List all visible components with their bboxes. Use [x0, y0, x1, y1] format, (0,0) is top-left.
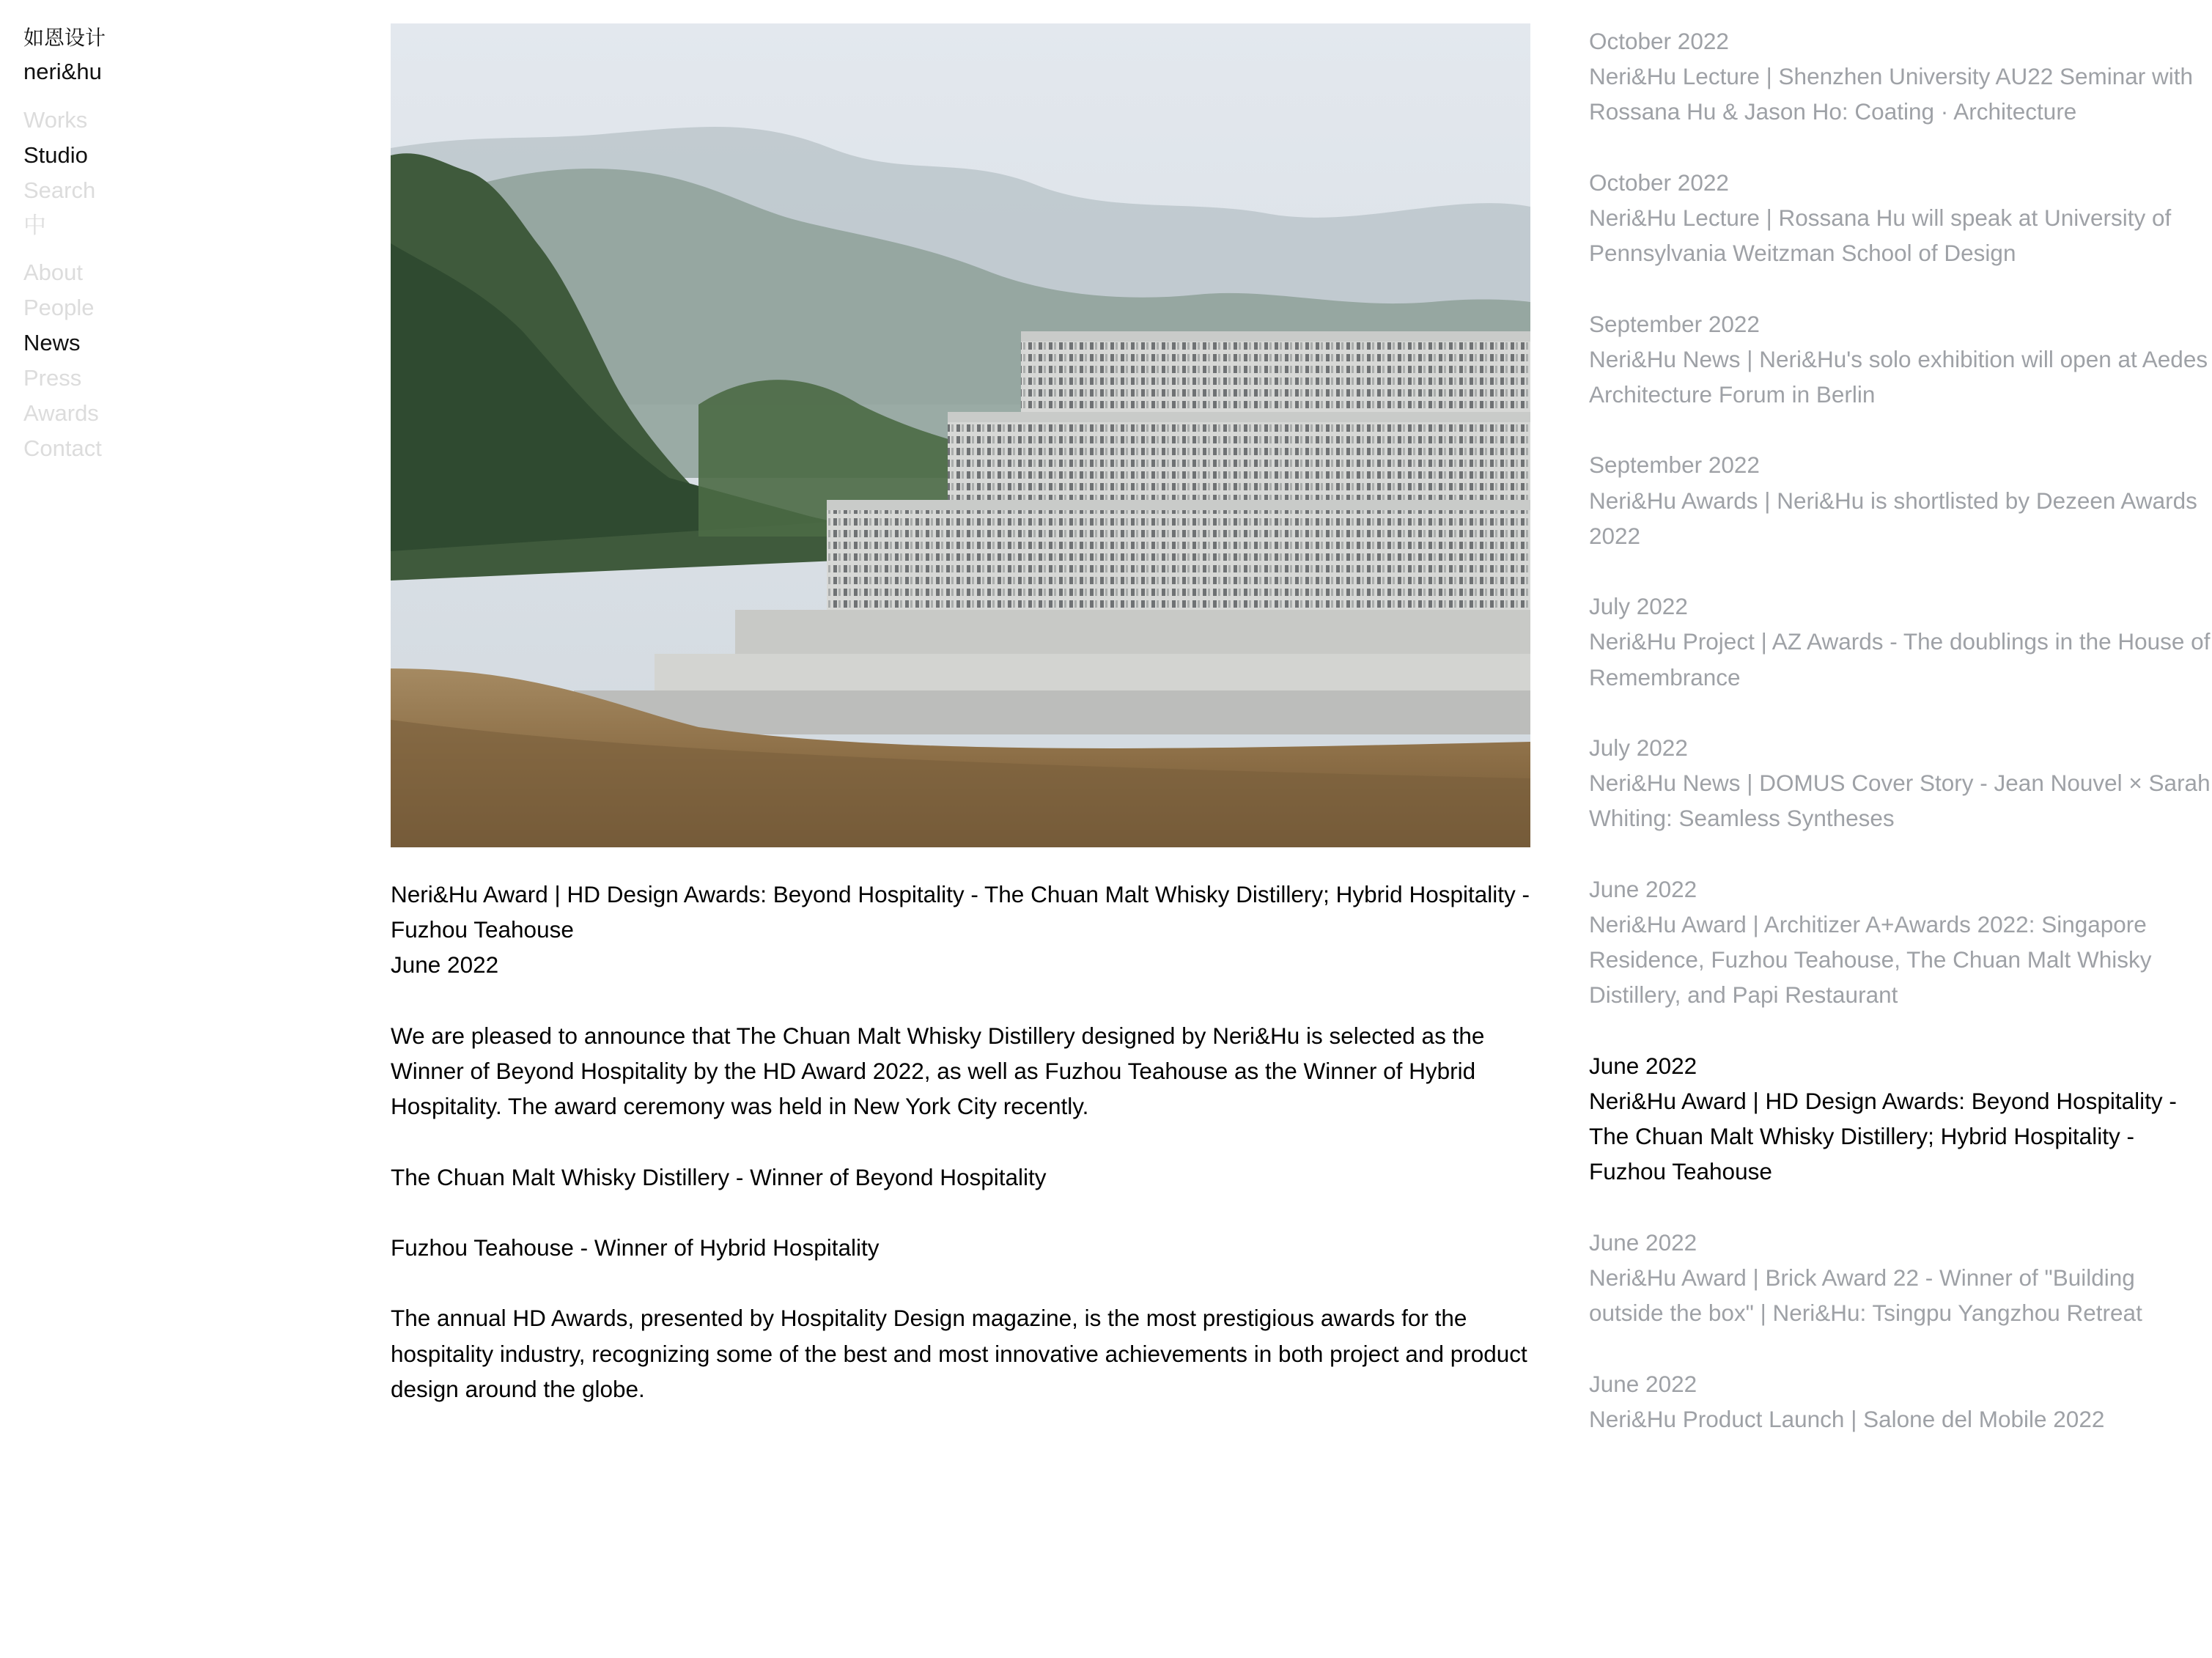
news-list	[1589, 23, 2212, 1472]
news-list-item[interactable]	[1589, 23, 2212, 130]
subnav-about-link[interactable]: About	[23, 259, 84, 285]
news-item-date: September 2022	[1589, 310, 1760, 337]
news-item-date: July 2022	[1589, 734, 1688, 761]
news-article	[391, 877, 1534, 1442]
subnav-press-link[interactable]: Press	[23, 365, 82, 391]
news-list-item[interactable]	[1589, 447, 2212, 553]
teahouse-landscape-photo	[391, 23, 1530, 847]
subnav-people-link[interactable]: People	[23, 295, 95, 320]
article-headline: Neri&Hu Award | HD Design Awards: Beyond Hospitality - The Chuan Malt Whisky Distillery; Hybrid Hospitality - Fuzhou Teahouse	[391, 881, 1530, 943]
news-item-title: Neri&Hu Lecture | Rossana Hu will speak at University of Pennsylvania Weitzman School of Design	[1589, 205, 2172, 267]
news-item-date: October 2022	[1589, 169, 1729, 196]
subnav-contact-link[interactable]: Contact	[23, 435, 102, 461]
primary-nav	[23, 103, 170, 466]
news-item-date: June 2022	[1589, 875, 1697, 902]
subnav-news-link[interactable]: News	[23, 330, 81, 355]
article-date: June 2022	[391, 951, 499, 979]
news-item-title: Neri&Hu News | DOMUS Cover Story - Jean Nouvel × Sarah Whiting: Seamless Syntheses	[1589, 770, 2211, 832]
news-item-date: July 2022	[1589, 593, 1688, 620]
news-list-item[interactable]	[1589, 730, 2212, 836]
article-paragraph: The annual HD Awards, presented by Hospitality Design magazine, is the most prestigious awards for the hospitality industry, recognizing some of the best and most innovative achievements in both project and product design around the globe.	[391, 1305, 1527, 1402]
hero-image	[391, 23, 1530, 847]
news-item-title: Neri&Hu Awards | Neri&Hu is shortlisted by Dezeen Awards 2022	[1589, 487, 2197, 549]
news-item-date: June 2022	[1589, 1228, 1697, 1256]
news-item-title: Neri&Hu Award | HD Design Awards: Beyond Hospitality - The Chuan Malt Whisky Distillery; Hybrid Hospitality - Fuzhou Teahouse	[1589, 1087, 2177, 1185]
article-paragraph: The Chuan Malt Whisky Distillery - Winner of Beyond Hospitality	[391, 1163, 1047, 1190]
nav-works-link[interactable]: Works	[23, 107, 88, 133]
news-item-title: Neri&Hu Project | AZ Awards - The doublings in the House of Remembrance	[1589, 628, 2211, 690]
news-item-date: September 2022	[1589, 452, 1760, 479]
news-list-item[interactable]	[1589, 1366, 2212, 1437]
studio-subnav	[23, 255, 170, 466]
news-list-item-current[interactable]	[1589, 1048, 2212, 1190]
nav-studio-link[interactable]: Studio	[23, 142, 88, 168]
news-item-title: Neri&Hu News | Neri&Hu's solo exhibition will open at Aedes Architecture Forum in Berlin	[1589, 345, 2208, 408]
news-item-title: Neri&Hu Product Launch | Salone del Mobile 2022	[1589, 1405, 2105, 1432]
news-item-title: Neri&Hu Award | Architizer A+Awards 2022: Singapore Residence, Fuzhou Teahouse, The Chuan Malt Whisky Distillery, and Papi Restaurant	[1589, 910, 2152, 1009]
news-item-date: June 2022	[1589, 1052, 1697, 1079]
news-list-item[interactable]	[1589, 589, 2212, 695]
nav-language-toggle[interactable]: 中	[23, 213, 46, 238]
nav-search-link[interactable]: Search	[23, 177, 96, 203]
news-list-item[interactable]	[1589, 1225, 2212, 1331]
news-item-title: Neri&Hu Award | Brick Award 22 - Winner of "Building outside the box" | Neri&Hu: Tsingpu Yangzhou Retreat	[1589, 1264, 2142, 1327]
news-item-date: June 2022	[1589, 1370, 1697, 1397]
sidebar	[23, 22, 170, 478]
article-paragraph: Fuzhou Teahouse - Winner of Hybrid Hospitality	[391, 1234, 880, 1261]
news-list-item[interactable]	[1589, 306, 2212, 413]
article-paragraph: We are pleased to announce that The Chuan Malt Whisky Distillery designed by Neri&Hu is selected as the Winner of Beyond Hospitality by the HD Award 2022, as well as Fuzhou Teahouse as the Winner of Hybrid Hospitality. The award ceremony was held in New York City recently.	[391, 1022, 1485, 1120]
news-list-item[interactable]	[1589, 165, 2212, 271]
news-item-date: October 2022	[1589, 28, 1729, 54]
news-item-title: Neri&Hu Lecture | Shenzhen University AU22 Seminar with Rossana Hu & Jason Ho: Coating · Architecture	[1589, 63, 2194, 125]
primary-nav-group	[23, 103, 170, 243]
brand-logo-text[interactable]: neri&hu	[23, 59, 102, 84]
brand-name-chinese[interactable]: 如恩设计	[23, 26, 106, 49]
subnav-awards-link[interactable]: Awards	[23, 400, 99, 426]
news-list-item[interactable]	[1589, 872, 2212, 1013]
